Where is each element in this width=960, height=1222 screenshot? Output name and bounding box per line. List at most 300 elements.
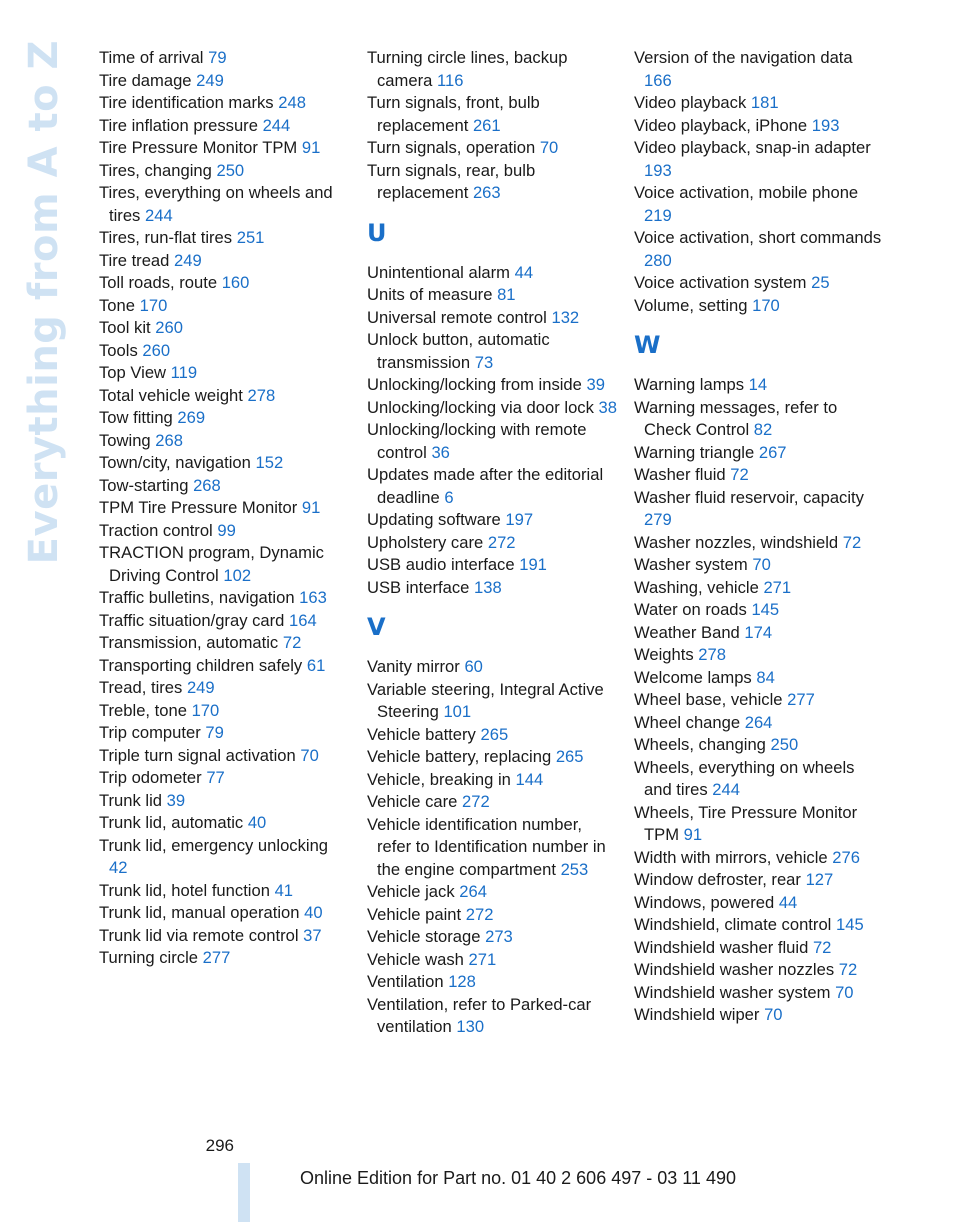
- index-entry: [367, 926, 617, 949]
- index-term: Transmission, automatic: [99, 633, 279, 652]
- page-reference-link[interactable]: 99: [217, 520, 236, 540]
- page-reference-link[interactable]: 70: [539, 138, 559, 157]
- index-term: Wheels, changing: [634, 735, 766, 754]
- side-title-text: Everything from A to Z: [21, 40, 67, 565]
- index-term: Windshield wiper: [634, 1005, 760, 1024]
- index-entry: [634, 734, 884, 757]
- page-reference-link[interactable]: 144: [515, 769, 544, 789]
- index-term: Towing: [99, 430, 151, 450]
- page-reference-link[interactable]: 279: [644, 510, 672, 529]
- page-reference-link[interactable]: 244: [712, 780, 740, 799]
- index-entry: [99, 452, 349, 475]
- index-term: Ventilation, refer to Parked-car ventilation: [367, 994, 592, 1036]
- index-entry: [634, 397, 884, 442]
- page-reference-link[interactable]: 276: [832, 847, 860, 867]
- index-entry: [99, 925, 349, 948]
- index-entry: [99, 250, 349, 273]
- index-entry: [367, 262, 617, 285]
- index-entry: [99, 745, 349, 768]
- page-reference-link[interactable]: 44: [514, 262, 534, 282]
- index-term: Vehicle storage: [367, 927, 481, 946]
- index-term: Tools: [99, 340, 138, 360]
- page-reference-link[interactable]: 116: [436, 70, 464, 90]
- section-letter: V: [367, 613, 386, 641]
- page-reference-link[interactable]: 39: [166, 790, 186, 810]
- index-entry: [99, 812, 349, 835]
- index-term: Vehicle battery, replacing: [367, 747, 552, 766]
- index-entry: [634, 667, 884, 690]
- page-reference-link[interactable]: 265: [480, 724, 509, 744]
- page-reference-link[interactable]: 260: [142, 340, 171, 360]
- index-term: Turning circle: [99, 948, 198, 967]
- page-reference-link[interactable]: 145: [751, 600, 780, 619]
- index-term: Tire damage: [99, 70, 192, 90]
- index-entry: [367, 746, 617, 769]
- index-entry: [99, 317, 349, 340]
- index-entry: [99, 610, 349, 633]
- index-entry: [634, 442, 884, 465]
- page-reference-link[interactable]: 271: [468, 949, 497, 969]
- page-reference-link[interactable]: 38: [598, 397, 617, 417]
- index-entry: [634, 487, 884, 532]
- index-entry: [634, 227, 884, 272]
- page-reference-link[interactable]: 44: [778, 892, 798, 912]
- index-entry: [634, 554, 884, 577]
- section-letter: W: [634, 331, 661, 359]
- index-entry: [634, 532, 884, 555]
- index-entry: [367, 284, 617, 307]
- page-reference-link[interactable]: 244: [144, 205, 173, 225]
- page-reference-link[interactable]: 248: [278, 93, 306, 112]
- side-title: [21, 40, 67, 565]
- page-reference-link[interactable]: 272: [487, 532, 516, 552]
- index-term: Unlocking/locking with remote control: [367, 420, 587, 462]
- page-reference-link[interactable]: 193: [644, 160, 672, 180]
- index-entry: [99, 677, 349, 700]
- page-reference-link[interactable]: 132: [551, 307, 580, 327]
- index-term: Windows, powered: [634, 892, 775, 912]
- index-term: Turn signals, front, bulb replacement: [367, 93, 540, 135]
- index-term: TPM Tire Pressure Monitor: [99, 498, 298, 517]
- index-term: Vehicle wash: [367, 949, 464, 969]
- page-reference-link[interactable]: 250: [770, 735, 799, 754]
- index-entry: [634, 802, 884, 847]
- page-reference-link[interactable]: 72: [282, 633, 302, 652]
- index-entry: [367, 397, 617, 420]
- index-entry: [99, 587, 349, 610]
- index-term: Toll roads, route: [99, 273, 218, 292]
- index-term: Traffic situation/gray card: [99, 610, 285, 630]
- page-reference-link[interactable]: 41: [274, 880, 294, 900]
- index-term: Town/city, navigation: [99, 453, 251, 472]
- index-term: Vehicle paint: [367, 904, 462, 924]
- index-term: Voice activation, mobile phone: [634, 183, 859, 202]
- index-entry: [367, 971, 617, 994]
- index-term: Washer system: [634, 555, 748, 574]
- index-term: Unintentional alarm: [367, 262, 510, 282]
- page-reference-link[interactable]: 264: [459, 882, 487, 901]
- index-entry: [99, 340, 349, 363]
- index-term: Weather Band: [634, 622, 740, 642]
- index-term: Universal remote control: [367, 307, 547, 327]
- index-entry: [634, 982, 884, 1005]
- page-reference-link[interactable]: 60: [464, 657, 483, 676]
- index-term: USB interface: [367, 577, 470, 597]
- index-entry: [99, 227, 349, 250]
- index-term: Tire Pressure Monitor TPM: [99, 138, 298, 157]
- index-entry: [99, 182, 349, 227]
- index-term: USB audio interface: [367, 555, 515, 574]
- page-reference-link[interactable]: 119: [170, 363, 198, 382]
- index-entry: [367, 329, 617, 374]
- page-reference-link[interactable]: 250: [216, 160, 245, 180]
- index-entry: [99, 497, 349, 520]
- index-term: Video playback: [634, 93, 747, 112]
- page-reference-link[interactable]: 269: [177, 408, 206, 427]
- page-reference-link[interactable]: 272: [465, 904, 494, 924]
- index-entry: [367, 904, 617, 927]
- index-entry: [99, 475, 349, 498]
- page-reference-link[interactable]: 79: [208, 48, 227, 67]
- index-entry: [367, 160, 617, 205]
- page-reference-link[interactable]: 14: [748, 375, 768, 394]
- page-reference-link[interactable]: 79: [205, 723, 224, 742]
- page-reference-link[interactable]: 82: [753, 420, 773, 439]
- index-entry: [99, 700, 349, 723]
- page-reference-link[interactable]: 130: [456, 1017, 485, 1036]
- index-entry: [99, 272, 349, 295]
- index-entry: [99, 137, 349, 160]
- page-reference-link[interactable]: 261: [472, 115, 501, 135]
- index-term: Unlocking/locking via door lock: [367, 397, 594, 417]
- index-term: Vehicle jack: [367, 882, 455, 901]
- page-reference-link[interactable]: 244: [262, 115, 291, 135]
- index-term: Warning lamps: [634, 375, 745, 394]
- index-entry: [367, 791, 617, 814]
- footer-bar: [238, 1163, 250, 1222]
- page-number: 296: [205, 1136, 234, 1155]
- index-term: Traction control: [99, 520, 213, 540]
- page-reference-link[interactable]: 77: [206, 768, 225, 787]
- index-term: Tone: [99, 295, 135, 315]
- index-term: Voice activation system: [634, 273, 807, 292]
- page-reference-link[interactable]: 25: [811, 273, 830, 292]
- index-term: Welcome lamps: [634, 667, 752, 687]
- page-reference-link[interactable]: 166: [644, 70, 672, 90]
- index-term: Windshield washer fluid: [634, 937, 809, 957]
- index-entry: [99, 655, 349, 678]
- index-entry: [99, 430, 349, 453]
- index-entry: [99, 880, 349, 903]
- page-reference-link[interactable]: 91: [301, 138, 321, 157]
- page-reference-link[interactable]: 197: [505, 510, 534, 529]
- page-reference-link[interactable]: 70: [300, 745, 319, 765]
- index-term: Warning messages, refer to Check Control: [634, 397, 838, 439]
- page-reference-link[interactable]: 280: [644, 250, 672, 270]
- index-term: Trunk lid, emergency unlocking: [99, 835, 329, 855]
- page-reference-link[interactable]: 128: [448, 972, 476, 991]
- index-entry: [99, 362, 349, 385]
- index-term: Windshield washer system: [634, 982, 831, 1002]
- index-term: Tire tread: [99, 250, 170, 270]
- index-entry: [367, 881, 617, 904]
- page-reference-link[interactable]: 152: [255, 453, 284, 472]
- index-term: Vehicle identification number, refer to Identification number in the engine compartment: [367, 814, 606, 879]
- page-reference-link[interactable]: 70: [835, 982, 854, 1002]
- index-entry: [634, 182, 884, 227]
- index-entry: [367, 769, 617, 792]
- index-term: Washer fluid reservoir, capacity: [634, 487, 864, 507]
- page-reference-link[interactable]: 72: [730, 465, 749, 484]
- index-entry: [634, 92, 884, 115]
- page-reference-link[interactable]: 72: [842, 532, 862, 552]
- page-reference-link[interactable]: 163: [299, 588, 327, 607]
- page-reference-link[interactable]: 249: [186, 678, 215, 697]
- index-term: Water on roads: [634, 600, 747, 619]
- page-reference-link[interactable]: 249: [196, 70, 224, 90]
- index-term: Trip odometer: [99, 768, 202, 787]
- page-reference-link[interactable]: 70: [764, 1005, 783, 1024]
- index-term: Washer nozzles, windshield: [634, 532, 839, 552]
- index-entry: [634, 869, 884, 892]
- index-term: Vehicle battery: [367, 724, 476, 744]
- index-term: Tread, tires: [99, 678, 183, 697]
- index-entry: [634, 137, 884, 182]
- index-term: TRACTION program, Dynamic Driving Control: [99, 543, 324, 585]
- index-term: Trunk lid: [99, 790, 163, 810]
- page-reference-link[interactable]: 181: [750, 93, 779, 112]
- page-reference-link[interactable]: 84: [756, 667, 775, 687]
- page-reference-link[interactable]: 70: [752, 555, 771, 574]
- page-reference-link[interactable]: 263: [472, 183, 501, 202]
- index-entry: [99, 722, 349, 745]
- index-term: Wheel base, vehicle: [634, 690, 783, 709]
- index-entry: [367, 994, 617, 1039]
- index-entry: [367, 509, 617, 532]
- page-reference-link[interactable]: 72: [812, 937, 832, 957]
- index-term: Units of measure: [367, 285, 493, 304]
- index-term: Video playback, iPhone: [634, 115, 808, 135]
- index-term: Volume, setting: [634, 295, 748, 315]
- page-reference-link[interactable]: 39: [586, 375, 605, 394]
- index-entry: [634, 115, 884, 138]
- index-entry: [99, 767, 349, 790]
- page-reference-link[interactable]: 40: [304, 903, 323, 922]
- page-reference-link[interactable]: 91: [301, 498, 321, 517]
- index-entry: [634, 712, 884, 735]
- page-reference-link[interactable]: 164: [289, 610, 317, 630]
- index-term: Top View: [99, 363, 167, 382]
- index-entry: [367, 47, 617, 92]
- index-term: Traffic bulletins, navigation: [99, 588, 295, 607]
- index-term: Warning triangle: [634, 442, 755, 462]
- page-reference-link[interactable]: 42: [109, 858, 128, 877]
- index-entry: [367, 554, 617, 577]
- index-term: Washer fluid: [634, 465, 726, 484]
- page-reference-link[interactable]: 219: [644, 205, 672, 225]
- index-entry: [634, 295, 884, 318]
- index-term: Trunk lid, hotel function: [99, 880, 270, 900]
- footer-text: Online Edition for Part no. 01 40 2 606 497 - 03 11 490: [300, 1168, 736, 1188]
- page-reference-link[interactable]: 193: [811, 115, 840, 135]
- page-reference-link[interactable]: 277: [202, 948, 231, 967]
- index-term: Total vehicle weight: [99, 385, 243, 405]
- index-term: Voice activation, short commands: [634, 228, 882, 247]
- page-reference-link[interactable]: 72: [838, 960, 858, 979]
- index-entry: [634, 914, 884, 937]
- index-term: Vehicle, breaking in: [367, 769, 511, 789]
- index-term: Upholstery care: [367, 532, 484, 552]
- index-term: Trunk lid, manual operation: [99, 903, 300, 922]
- index-term: Width with mirrors, vehicle: [634, 847, 828, 867]
- index-term: Video playback, snap-in adapter: [634, 138, 871, 157]
- index-entry: [99, 295, 349, 318]
- index-entry: [99, 115, 349, 138]
- index-term: Washing, vehicle: [634, 577, 759, 597]
- page-reference-link[interactable]: 40: [247, 813, 267, 832]
- index-term: Tires, everything on wheels and tires: [99, 183, 333, 225]
- index-term: Wheels, Tire Pressure Monitor TPM: [634, 802, 858, 844]
- page-reference-link[interactable]: 91: [683, 825, 703, 844]
- index-entry: [634, 599, 884, 622]
- index-entry: [99, 835, 349, 880]
- page-reference-link[interactable]: 264: [744, 712, 773, 732]
- page-reference-link[interactable]: 127: [805, 870, 834, 889]
- page-reference-link[interactable]: 170: [752, 295, 780, 315]
- index-term: Tow fitting: [99, 408, 173, 427]
- index-entry: [367, 724, 617, 747]
- page-reference-link[interactable]: 273: [485, 927, 513, 946]
- page-reference-link[interactable]: 267: [758, 442, 787, 462]
- index-term: Tires, run-flat tires: [99, 228, 233, 247]
- page-reference-link[interactable]: 81: [497, 285, 516, 304]
- index-entry: [634, 47, 884, 92]
- index-entry: [367, 679, 617, 724]
- index-term: Trip computer: [99, 723, 201, 742]
- index-entry: [99, 790, 349, 813]
- index-entry: [367, 92, 617, 137]
- index-term: Weights: [634, 645, 694, 664]
- index-entry: [634, 847, 884, 870]
- index-term: Version of the navigation data: [634, 48, 853, 67]
- index-entry: [99, 92, 349, 115]
- index-entry: [634, 644, 884, 667]
- page-reference-link[interactable]: 191: [519, 555, 547, 574]
- index-column-2: [367, 47, 617, 1039]
- index-term: Vanity mirror: [367, 657, 460, 676]
- index-term: Tow-starting: [99, 475, 189, 495]
- index-term: Windshield, climate control: [634, 915, 832, 934]
- page-reference-link[interactable]: 174: [744, 622, 773, 642]
- index-entry: [99, 47, 349, 70]
- page-reference-link[interactable]: 278: [247, 385, 276, 405]
- index-entry: [634, 577, 884, 600]
- index-entry: [634, 937, 884, 960]
- page-reference-link[interactable]: 253: [560, 859, 589, 879]
- index-entry: [634, 959, 884, 982]
- index-term: Treble, tone: [99, 700, 187, 720]
- index-entry: [367, 949, 617, 972]
- page-reference-link[interactable]: 160: [221, 273, 250, 292]
- index-term: Time of arrival: [99, 48, 204, 67]
- index-entry: [634, 1004, 884, 1027]
- index-term: Unlocking/locking from inside: [367, 375, 582, 394]
- index-term: Windshield washer nozzles: [634, 960, 835, 979]
- index-entry: [367, 577, 617, 600]
- index-entry: [99, 632, 349, 655]
- index-term: Updating software: [367, 510, 501, 529]
- page-reference-link[interactable]: 37: [303, 925, 322, 945]
- index-entry: [99, 947, 349, 970]
- page-reference-link[interactable]: 249: [174, 250, 202, 270]
- index-term: Tires, changing: [99, 160, 212, 180]
- page-reference-link[interactable]: 73: [474, 352, 494, 372]
- index-entry: [634, 689, 884, 712]
- index-term: Transporting children safely: [99, 655, 303, 675]
- index-term: Window defroster, rear: [634, 870, 801, 889]
- index-term: Tire inflation pressure: [99, 115, 258, 135]
- page-reference-link[interactable]: 271: [763, 577, 792, 597]
- page-reference-link[interactable]: 272: [462, 792, 490, 811]
- index-entry: [634, 374, 884, 397]
- index-term: Trunk lid via remote control: [99, 925, 299, 945]
- index-term: Turn signals, operation: [367, 138, 536, 157]
- page-reference-link[interactable]: 268: [155, 430, 183, 450]
- page-reference-link[interactable]: 268: [193, 475, 221, 495]
- index-entry: [367, 532, 617, 555]
- index-term: Wheels, everything on wheels and tires: [634, 757, 855, 799]
- index-term: Wheel change: [634, 712, 741, 732]
- page-reference-link[interactable]: 251: [236, 228, 265, 247]
- index-entry: [99, 160, 349, 183]
- index-entry: [634, 892, 884, 915]
- page-reference-link[interactable]: 278: [698, 645, 726, 664]
- page-reference-link[interactable]: 6: [444, 487, 454, 507]
- index-column-1: [99, 47, 349, 970]
- page-reference-link[interactable]: 138: [474, 577, 502, 597]
- index-term: Ventilation: [367, 972, 444, 991]
- page-reference-link[interactable]: 277: [787, 690, 815, 709]
- index-entry: [634, 464, 884, 487]
- index-entry: [634, 272, 884, 295]
- page-reference-link[interactable]: 265: [555, 747, 584, 766]
- page-reference-link[interactable]: 170: [191, 700, 220, 720]
- index-entry: [99, 520, 349, 543]
- index-term: Updates made after the editorial deadline: [367, 465, 604, 507]
- index-term: Trunk lid, automatic: [99, 813, 244, 832]
- index-entry: [634, 622, 884, 645]
- index-term: Turning circle lines, backup camera: [367, 48, 568, 90]
- index-entry: [367, 137, 617, 160]
- page-reference-link[interactable]: 260: [155, 318, 183, 337]
- index-term: Vehicle care: [367, 792, 458, 811]
- page-reference-link[interactable]: 170: [139, 295, 168, 315]
- page-reference-link[interactable]: 145: [835, 915, 864, 934]
- page-reference-link[interactable]: 101: [443, 702, 472, 721]
- index-column-3: [634, 47, 884, 1027]
- section-letter: U: [367, 218, 387, 247]
- index-entry: [99, 407, 349, 430]
- index-term: Tool kit: [99, 318, 151, 337]
- index-entry: [99, 385, 349, 408]
- index-entry: [634, 757, 884, 802]
- page-reference-link[interactable]: 102: [223, 565, 252, 585]
- index-term: Tire identification marks: [99, 93, 274, 112]
- index-entry: [367, 374, 617, 397]
- page-reference-link[interactable]: 61: [306, 655, 326, 675]
- page-reference-link[interactable]: 36: [431, 442, 450, 462]
- index-term: Turn signals, rear, bulb replacement: [367, 160, 536, 202]
